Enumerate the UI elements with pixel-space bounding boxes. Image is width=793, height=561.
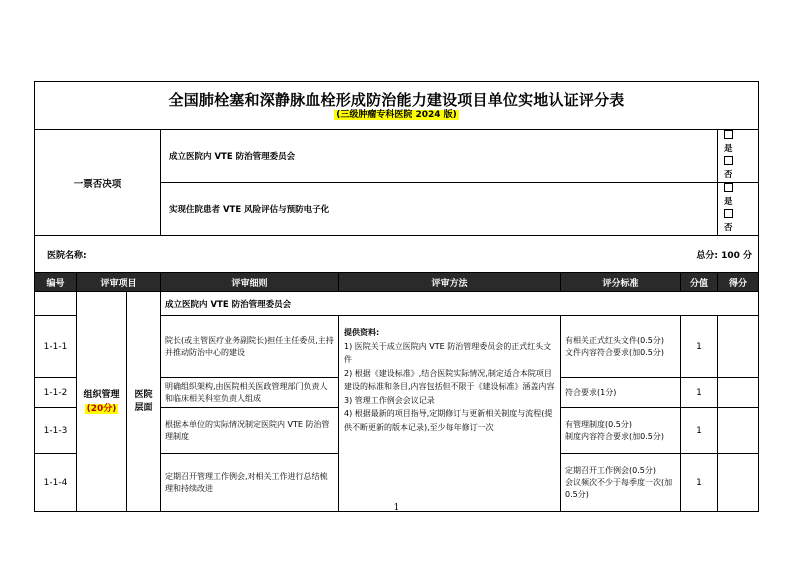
checkbox-icon[interactable] [724, 130, 733, 139]
subtitle-prefix: (三级肿瘤专科医院 [336, 109, 413, 120]
row-detail: 定期召开管理工作例会,对相关工作进行总结梳理和持续改进 [161, 454, 339, 512]
subcategory-cell [127, 292, 161, 512]
veto-label: 一票否决项 [35, 130, 161, 236]
veto-choice-group [718, 183, 759, 236]
veto-item: 成立医院内 VTE 防治管理委员会 [161, 130, 718, 183]
row-number: 1-1-2 [35, 378, 77, 408]
evaluation-table [34, 81, 759, 512]
empty-cell [35, 292, 77, 316]
page-title: 全国肺栓塞和深静脉血栓形成防治能力建设项目单位实地认证评分表 [168, 90, 625, 109]
method-cell [339, 316, 561, 512]
checkbox-icon[interactable] [724, 156, 733, 165]
row-number: 1-1-1 [35, 316, 77, 378]
row-detail: 院长(或主管医疗业务副院长)担任主任委员,主持并推动防治中心的建设 [161, 316, 339, 378]
header-points: 分值 [681, 273, 718, 292]
category-points: (20分) [86, 403, 117, 414]
row-detail: 明确组织架构,由医院相关医政管理部门负责人和临床相关科室负责人组成 [161, 378, 339, 408]
row-standard: 符合要求(1分) [561, 378, 681, 408]
header-score: 得分 [718, 273, 759, 292]
checkbox-icon[interactable] [724, 209, 733, 218]
header-standard: 评分标准 [561, 273, 681, 292]
hospital-name-label: 医院名称: [35, 236, 681, 273]
row-score-input[interactable] [718, 378, 759, 408]
row-points: 1 [681, 408, 718, 454]
header-num: 编号 [35, 273, 77, 292]
no-label: 否 [724, 170, 733, 180]
method-line: 3) 管理工作例会会议记录 [344, 395, 435, 405]
category-cell [77, 292, 127, 512]
no-option[interactable] [724, 156, 758, 182]
row-points: 1 [681, 454, 718, 512]
yes-label: 是 [724, 197, 733, 207]
row-standard: 定期召开工作例会(0.5分) 会议频次不少于每季度一次(加0.5分) [561, 454, 681, 512]
method-line: 4) 根据最新的项目指导,定期修订与更新相关制度与流程(提供不断更新的版本记录),至少每年修订一次 [344, 409, 553, 432]
method-title: 提供资料: [344, 328, 380, 337]
row-number: 1-1-4 [35, 454, 77, 512]
row-standard: 有管理制度(0.5分) 制度内容符合要求(加0.5分) [561, 408, 681, 454]
subtitle-suffix: 版) [443, 109, 457, 120]
subtitle-year: 2024 [415, 109, 441, 120]
veto-item: 实现住院患者 VTE 风险评估与预防电子化 [161, 183, 718, 236]
method-line: 1) 医院关于成立医院内 VTE 防治管理委员会的正式红头文件 [344, 341, 552, 364]
yes-option[interactable] [724, 183, 758, 209]
yes-option[interactable] [724, 130, 758, 156]
method-line: 2) 根据《建设标准》,结合医院实际情况,制定适合本院项目建设的标准和条目,内容包括但不限于《建设标准》涵盖内容 [344, 368, 555, 391]
row-standard: 有相关正式红头文件(0.5分) 文件内容符合要求(加0.5分) [561, 316, 681, 378]
row-score-input[interactable] [718, 408, 759, 454]
checkbox-icon[interactable] [724, 183, 733, 192]
header-item: 评审项目 [77, 273, 161, 292]
header-method: 评审方法 [339, 273, 561, 292]
subtitle-highlight [334, 110, 459, 120]
title-cell [35, 82, 759, 130]
yes-label: 是 [724, 144, 733, 154]
veto-choice-group [718, 130, 759, 183]
total-score: 总分: 100 分 [681, 236, 759, 273]
header-detail: 评审细则 [161, 273, 339, 292]
no-option[interactable] [724, 209, 758, 235]
row-detail: 根据本单位的实际情况制定医院内 VTE 防治管理制度 [161, 408, 339, 454]
row-points: 1 [681, 378, 718, 408]
subcategory-line1: 医院 [134, 389, 153, 400]
category-name: 组织管理 [83, 389, 120, 400]
section-title: 成立医院内 VTE 防治管理委员会 [161, 292, 759, 316]
row-number: 1-1-3 [35, 408, 77, 454]
no-label: 否 [724, 223, 733, 233]
page-number: 1 [393, 503, 400, 513]
row-score-input[interactable] [718, 316, 759, 378]
row-points: 1 [681, 316, 718, 378]
subcategory-line2: 层面 [134, 402, 153, 413]
page-subtitle [35, 109, 758, 121]
